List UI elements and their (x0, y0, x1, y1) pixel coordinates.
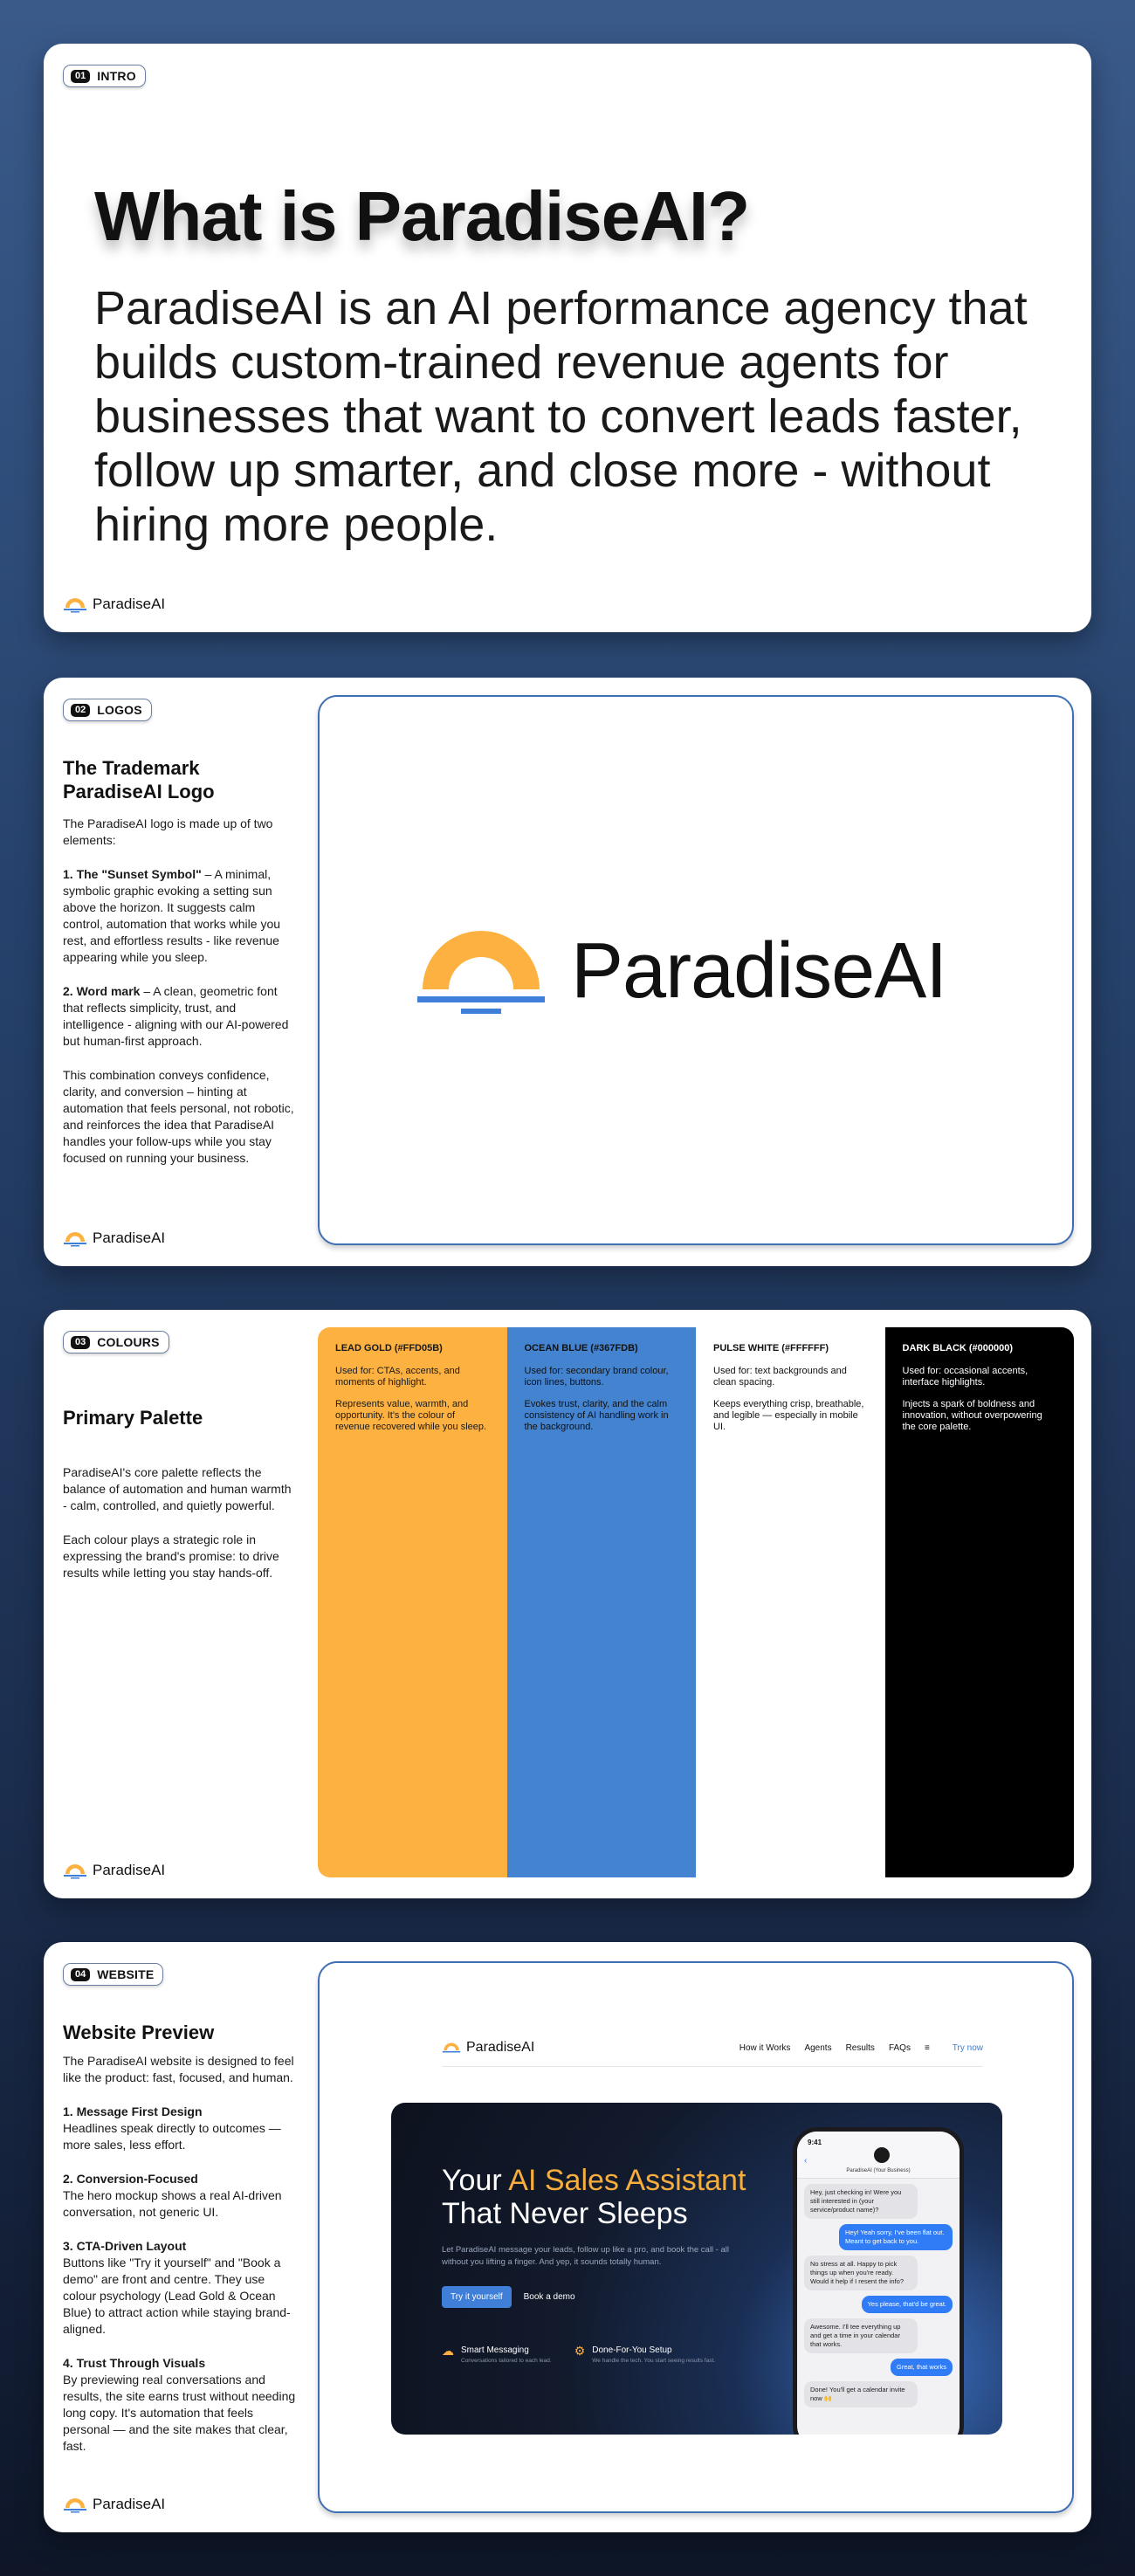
chat-message: Done! You'll get a calendar invite now 🙌 (804, 2381, 918, 2407)
nav-results[interactable]: Results (845, 2042, 875, 2053)
brand-name: ParadiseAI (93, 2496, 166, 2512)
paragraph (63, 983, 299, 1050)
swatch-name: LEAD GOLD (#FFD05B) (335, 1343, 443, 1353)
gear-icon: ⚙ (574, 2344, 586, 2358)
brand-name: ParadiseAI (93, 1229, 166, 1246)
swatch-ocean-blue (507, 1327, 697, 1877)
site-nav (442, 2035, 983, 2061)
site-logo[interactable] (442, 2040, 534, 2056)
hero-buttons (442, 2286, 575, 2308)
paragraph (63, 866, 299, 966)
chat-message: Yes please, that'd be great. (862, 2296, 953, 2313)
bold-label: 2. Word mark (63, 984, 141, 998)
feature-title: Smart Messaging (461, 2345, 529, 2355)
brand-name: ParadiseAI (466, 2040, 535, 2055)
phone-header (797, 2132, 960, 2179)
website-card (44, 1942, 1091, 2532)
point (63, 2104, 299, 2153)
paragraph: ParadiseAI's core palette reflects the balance of automation and human warmth - calm, controlled, and quietly powerful. (63, 1465, 292, 1512)
chat-message: Awesome. I'll tee everything up and get a time in your calendar that works. (804, 2318, 918, 2353)
feature-desc: We handle the tech. You start seeing results fast. (592, 2358, 716, 2364)
contact-name: ParadiseAI (Your Business) (846, 2168, 911, 2173)
swatch-dark-black (885, 1327, 1075, 1877)
chat-message: Hey! Yeah sorry, I've been flat out. Meant to get back to you. (839, 2224, 953, 2250)
point (63, 2238, 299, 2338)
hero-title-highlight: AI Sales Assistant (508, 2164, 746, 2197)
sunset-icon (63, 1229, 87, 1247)
brand-name: ParadiseAI (93, 1862, 166, 1878)
phone-time: 9:41 (808, 2139, 822, 2146)
section-title: Primary Palette (63, 1407, 203, 1429)
point-title: 1. Message First Design (63, 2104, 203, 2118)
tag-label: LOGOS (97, 703, 142, 717)
back-icon[interactable]: ‹ (804, 2156, 808, 2166)
feature-smart-messaging (442, 2345, 552, 2364)
intro-card (44, 44, 1091, 632)
section-title: The Trademark ParadiseAI Logo (63, 757, 215, 802)
tag-number: 04 (71, 1968, 90, 1981)
page-title: What is ParadiseAI? (94, 177, 750, 255)
paragraph: The ParadiseAI website is designed to feel like the product: fast, focused, and human. (63, 2054, 294, 2084)
paragraph: The ParadiseAI logo is made up of two elements: (63, 816, 273, 847)
point-title: 2. Conversion-Focused (63, 2172, 198, 2186)
brand-mini-logo (63, 2496, 165, 2513)
swatch-name: OCEAN BLUE (#367FDB) (524, 1343, 638, 1353)
hero-features (442, 2345, 715, 2364)
brand-mini-logo (63, 596, 165, 613)
point (63, 2355, 299, 2455)
point-text: Headlines speak directly to outcomes — more sales, less effort. (63, 2121, 281, 2152)
palette (318, 1327, 1074, 1877)
hero-subtitle: Let ParadiseAI message your leads, follow up like a pro, and book the call - all without you lifting a finger. And yep, it sounds totally human. (442, 2245, 729, 2267)
swatch-meaning: Represents value, warmth, and opportunity. It's the colour of revenue recovered while you sleep. (335, 1399, 487, 1432)
nav-faqs[interactable]: FAQs (888, 2042, 911, 2053)
swatch-usage: Used for: CTAs, accents, and moments of highlight. (335, 1366, 460, 1388)
text: – A minimal, symbolic graphic evoking a setting sun above the horizon. It suggests calm control, automation that works while you rest, and effortless results - like revenue appearing while you sleep. (63, 867, 281, 964)
feature-setup (574, 2345, 715, 2364)
swatch-name: DARK BLACK (#000000) (902, 1343, 1014, 1353)
tag-number: 01 (71, 70, 90, 83)
intro-body: ParadiseAI is an AI performance agency that builds custom-trained revenue agents for businesses that want to convert leads faster, follow up smarter, and close more - without hiring more people. (94, 282, 1028, 551)
swatch-lead-gold (318, 1327, 507, 1877)
hero-title (442, 2164, 746, 2230)
section-title: Website Preview (63, 2022, 215, 2043)
nav-how-it-works[interactable]: How it Works (739, 2042, 791, 2053)
sunset-icon (416, 920, 547, 1023)
main-logo (416, 920, 946, 1023)
hero-title-pre: Your (442, 2164, 509, 2197)
chat-message: Hey, just checking in! Were you still interested in (your service/product name)? (804, 2184, 918, 2219)
chat-message: Great, that works (891, 2359, 953, 2376)
avatar (874, 2147, 890, 2163)
section-tag (63, 699, 152, 721)
section-tag (63, 1963, 163, 1986)
hero-title-line2: That Never Sleeps (442, 2197, 688, 2230)
sunset-icon (63, 596, 87, 613)
logo-showcase-frame (318, 695, 1074, 1245)
nav-divider (442, 2066, 983, 2067)
menu-icon[interactable]: ≡ (924, 2042, 930, 2053)
point-text: By previewing real conversations and results, the site earns trust without needing long copy. It's automation that feels personal — and the site makes that clear, fast. (63, 2373, 296, 2453)
colours-card (44, 1310, 1091, 1898)
feature-title: Done-For-You Setup (592, 2345, 672, 2355)
nav-try-now-link[interactable]: Try now (952, 2042, 983, 2053)
swatch-name: PULSE WHITE (#FFFFFF) (713, 1343, 829, 1353)
phone-mockup (793, 2127, 964, 2435)
try-it-yourself-button[interactable]: Try it yourself (442, 2286, 512, 2308)
book-demo-button[interactable]: Book a demo (523, 2292, 575, 2302)
sunset-icon (63, 2496, 87, 2513)
website-description (63, 2021, 299, 2472)
sunset-icon (63, 1862, 87, 1879)
nav-agents[interactable]: Agents (804, 2042, 832, 2053)
tag-number: 02 (71, 704, 90, 717)
point-title: 3. CTA-Driven Layout (63, 2239, 187, 2253)
text: – A clean, geometric font that reflects simplicity, trust, and intelligence - aligning with our AI-powered but human-first approach. (63, 984, 289, 1048)
point-text: Buttons like "Try it yourself" and "Book a demo" are front and centre. They use colour psychology (Lead Gold & Ocean Blue) to attract action while staying brand-aligned. (63, 2256, 291, 2336)
chat-message: No stress at all. Happy to pick things up when you're ready. Would it help if I resent the info? (804, 2256, 918, 2290)
paragraph: Each colour plays a strategic role in expressing the brand's promise: to drive results while letting you stay hands-off. (63, 1533, 279, 1580)
message-list (797, 2179, 960, 2413)
logos-description (63, 756, 299, 1184)
paragraph: This combination conveys confidence, clarity, and conversion – hinting at automation that feels personal, not robotic, and reinforces the idea that ParadiseAI handles your follow-ups while you stay focused on running your business. (63, 1068, 294, 1165)
swatch-meaning: Keeps everything crisp, breathable, and legible — especially in mobile UI. (713, 1399, 864, 1432)
swatch-meaning: Evokes trust, clarity, and the calm consistency of AI handling work in the background. (524, 1399, 669, 1432)
wordmark: ParadiseAI (571, 926, 947, 1015)
point-title: 4. Trust Through Visuals (63, 2356, 206, 2370)
tag-label: WEBSITE (97, 1967, 155, 1981)
swatch-usage: Used for: secondary brand colour, icon lines, buttons. (524, 1366, 669, 1388)
tag-number: 03 (71, 1336, 90, 1349)
tag-label: COLOURS (97, 1335, 160, 1349)
point (63, 2171, 299, 2221)
tag-label: INTRO (97, 69, 136, 83)
point-text: The hero mockup shows a real AI-driven conversation, not generic UI. (63, 2188, 282, 2219)
section-tag (63, 65, 146, 87)
brand-name: ParadiseAI (93, 596, 166, 612)
brand-mini-logo (63, 1229, 165, 1247)
swatch-usage: Used for: text backgrounds and clean spacing. (713, 1366, 847, 1388)
nav-links (739, 2043, 983, 2053)
hero-section (391, 2103, 1002, 2435)
brain-icon: ☁ (442, 2344, 454, 2358)
bold-label: 1. The "Sunset Symbol" (63, 867, 202, 881)
colours-description (63, 1406, 299, 1599)
section-tag (63, 1331, 169, 1353)
website-preview-frame (318, 1961, 1074, 2513)
sunset-icon (442, 2041, 461, 2055)
feature-desc: Conversations tailored to each lead. (461, 2358, 552, 2364)
logos-card (44, 678, 1091, 1266)
brand-mini-logo (63, 1862, 165, 1879)
swatch-meaning: Injects a spark of boldness and innovation, without overpowering the core palette. (902, 1399, 1042, 1432)
swatch-pulse-white (696, 1327, 885, 1877)
swatch-usage: Used for: occasional accents, interface highlights. (902, 1366, 1028, 1388)
